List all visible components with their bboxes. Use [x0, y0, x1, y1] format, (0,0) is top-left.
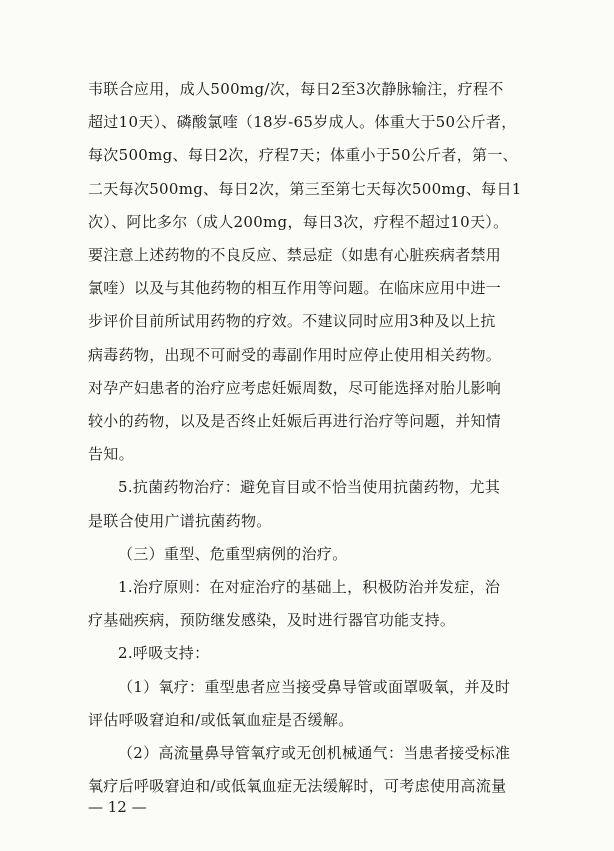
body-line: 氧疗后呼吸窘迫和/或低氧血症无法缓解时，可考虑使用高流量 — [88, 777, 507, 795]
body-line: 要注意上述药物的不良反应、禁忌症（如患有心脏疾病者禁用 — [88, 246, 502, 264]
page-number: — 12 — — [88, 798, 147, 816]
body-line: 韦联合应用，成人500mg/次，每日2至3次静脉输注，疗程不 — [88, 80, 504, 98]
body-line: 较小的药物，以及是否终止妊娠后再进行治疗等问题，并知情 — [88, 412, 502, 430]
section-5-line: 5.抗菌药物治疗：避免盲目或不恰当使用抗菌药物，尤其 — [118, 478, 501, 496]
body-line: （2）高流量鼻导管氧疗或无创机械通气：当患者接受标准 — [118, 744, 511, 762]
body-line: 评估呼吸窘迫和/或低氧血症是否缓解。 — [88, 711, 354, 729]
item-1-line: 1.治疗原则：在对症治疗的基础上，积极防治并发症，治 — [118, 578, 501, 596]
body-line: 是联合使用广谱抗菌药物。 — [88, 512, 272, 530]
body-line: 二天每次500mg、每日2次，第三至第七天每次500mg、每日1 — [88, 180, 522, 198]
section-heading: （三）重型、危重型病例的治疗。 — [118, 545, 348, 563]
body-line: 疗基础疾病，预防继发感染，及时进行器官功能支持。 — [88, 611, 456, 629]
body-line: 每次500mg、每日2次，疗程7天；体重小于50公斤者，第一、 — [88, 146, 518, 164]
body-line: 步评价目前所试用药物的疗效。不建议同时应用3种及以上抗 — [88, 312, 496, 330]
body-line: 告知。 — [88, 445, 134, 463]
body-line: 次）、阿比多尔（成人200mg，每日3次，疗程不超过10天）。 — [88, 213, 509, 231]
body-line: 病毒药物，出现不可耐受的毒副作用时应停止使用相关药物。 — [88, 346, 502, 364]
item-2-line: 2.呼吸支持： — [118, 644, 210, 662]
sub-item-1-line: （1）氧疗：重型患者应当接受鼻导管或面罩吸氧，并及时 — [118, 678, 511, 696]
body-line: 超过10天）、磷酸氯喹（18岁-65岁成人。体重大于50公斤者， — [88, 113, 517, 131]
body-line: 氯喹）以及与其他药物的相互作用等问题。在临床应用中进一 — [88, 279, 502, 297]
body-line: 对孕产妇患者的治疗应考虑妊娠周数，尽可能选择对胎儿影响 — [88, 379, 502, 397]
